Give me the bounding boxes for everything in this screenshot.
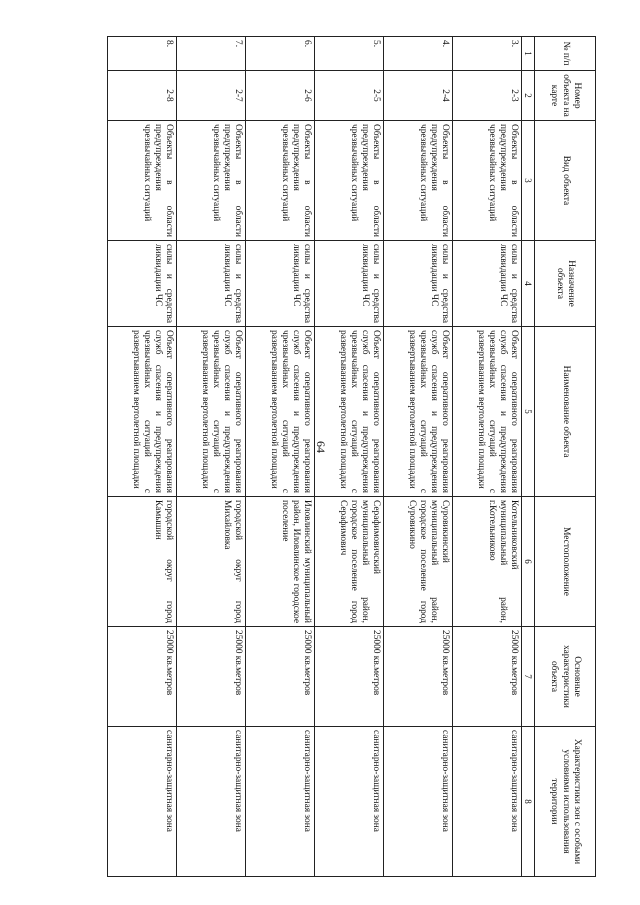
cell-object-type: Объекты в области предупреждения чрезвычайных ситуаций	[315, 121, 384, 241]
cell-purpose: силы и средства ликвидации ЧС	[453, 241, 522, 327]
header-cell-number: № п/п	[535, 37, 596, 71]
cell-characteristics: 25000 кв.метров	[246, 627, 315, 727]
column-number: 1	[522, 37, 535, 71]
cell-map-number: 2-8	[108, 71, 177, 121]
table-row	[384, 37, 453, 877]
cell-characteristics: 25000 кв.метров	[315, 627, 384, 727]
cell-map-number: 2-5	[315, 71, 384, 121]
header-cell-zones: Характеристики зон с особыми условиями использования территории	[535, 727, 596, 877]
page-number: 64	[314, 441, 328, 453]
column-number: 7	[522, 627, 535, 727]
cell-location: городской округ город Михайловка	[177, 497, 246, 627]
header-cell-map-number: Номер объекта на карте	[535, 71, 596, 121]
header-cell-object-type: Вид объекта	[535, 121, 596, 241]
cell-characteristics: 25000 кв.метров	[108, 627, 177, 727]
cell-purpose: силы и средства ликвидации ЧС	[246, 241, 315, 327]
cell-object-type: Объекты в области предупреждения чрезвычайных ситуаций	[384, 121, 453, 241]
cell-name: Объект оперативного реагирования служб спасения и предупреждения чрезвычайных ситуаций с развертыванием вертолетной площадки	[108, 327, 177, 497]
column-number: 3	[522, 121, 535, 241]
header-cell-name: Наименование объекта	[535, 327, 596, 497]
cell-map-number: 2-7	[177, 71, 246, 121]
cell-location: городской округ город Камышин	[108, 497, 177, 627]
cell-object-type: Объекты в области предупреждения чрезвычайных ситуаций	[246, 121, 315, 241]
cell-characteristics: 25000 кв.метров	[177, 627, 246, 727]
cell-location: Иловлинский муниципальный район, Иловлинское городское поселение	[246, 497, 315, 627]
table-row	[108, 37, 177, 877]
column-number: 6	[522, 497, 535, 627]
cell-location: Котельниковский муниципальный район, г.Котельниково	[453, 497, 522, 627]
cell-zones: санитарно-защитная зона	[453, 727, 522, 877]
cell-characteristics: 25000 кв.метров	[384, 627, 453, 727]
cell-purpose: силы и средства ликвидации ЧС	[177, 241, 246, 327]
rotated-table-container	[76, 36, 596, 876]
cell-characteristics: 25000 кв.метров	[453, 627, 522, 727]
header-cell-location: Местоположение	[535, 497, 596, 627]
cell-number: 4.	[384, 37, 453, 71]
table-row	[177, 37, 246, 877]
cell-zones: санитарно-защитная зона	[384, 727, 453, 877]
column-number: 5	[522, 327, 535, 497]
table-row	[453, 37, 522, 877]
cell-number: 3.	[453, 37, 522, 71]
header-row	[535, 37, 596, 877]
cell-zones: санитарно-защитная зона	[315, 727, 384, 877]
cell-name: Объект оперативного реагирования служб спасения и предупреждения чрезвычайных ситуаций с развертыванием вертолетной площадки	[384, 327, 453, 497]
header-cell-purpose: Назначение объекта	[535, 241, 596, 327]
cell-location: Суровикинский муниципальный район, городское поселение город Суровикино	[384, 497, 453, 627]
header-cell-characteristics: Основные характеристики объекта	[535, 627, 596, 727]
cell-map-number: 2-3	[453, 71, 522, 121]
cell-number: 5.	[315, 37, 384, 71]
cell-purpose: силы и средства ликвидации ЧС	[315, 241, 384, 327]
column-number-row	[522, 37, 535, 877]
cell-object-type: Объекты в области предупреждения чрезвычайных ситуаций	[177, 121, 246, 241]
objects-table	[107, 36, 596, 877]
table-row	[315, 37, 384, 877]
column-number: 2	[522, 71, 535, 121]
cell-zones: санитарно-защитная зона	[177, 727, 246, 877]
cell-purpose: силы и средства ликвидации ЧС	[384, 241, 453, 327]
cell-name: Объект оперативного реагирования служб спасения и предупреждения чрезвычайных ситуаций с развертыванием вертолетной площадки	[177, 327, 246, 497]
cell-name: Объект оперативного реагирования служб спасения и предупреждения чрезвычайных ситуаций с развертыванием вертолетной площадки	[315, 327, 384, 497]
cell-map-number: 2-6	[246, 71, 315, 121]
cell-number: 7.	[177, 37, 246, 71]
cell-zones: санитарно-защитная зона	[246, 727, 315, 877]
cell-map-number: 2-4	[384, 71, 453, 121]
cell-purpose: силы и средства ликвидации ЧС	[108, 241, 177, 327]
cell-name: Объект оперативного реагирования служб спасения и предупреждения чрезвычайных ситуаций с развертыванием вертолетной площадки	[453, 327, 522, 497]
table-row	[246, 37, 315, 877]
cell-name: Объект оперативного реагирования служб спасения и предупреждения чрезвычайных ситуаций с развертыванием вертолетной площадки	[246, 327, 315, 497]
cell-number: 6.	[246, 37, 315, 71]
cell-number: 8.	[108, 37, 177, 71]
cell-object-type: Объекты в области предупреждения чрезвычайных ситуаций	[108, 121, 177, 241]
cell-object-type: Объекты в области предупреждения чрезвычайных ситуаций	[453, 121, 522, 241]
cell-zones: санитарно-защитная зона	[108, 727, 177, 877]
cell-location: Серафимовичский муниципальный район, городское поселение город Серафимович	[315, 497, 384, 627]
column-number: 4	[522, 241, 535, 327]
column-number: 8	[522, 727, 535, 877]
